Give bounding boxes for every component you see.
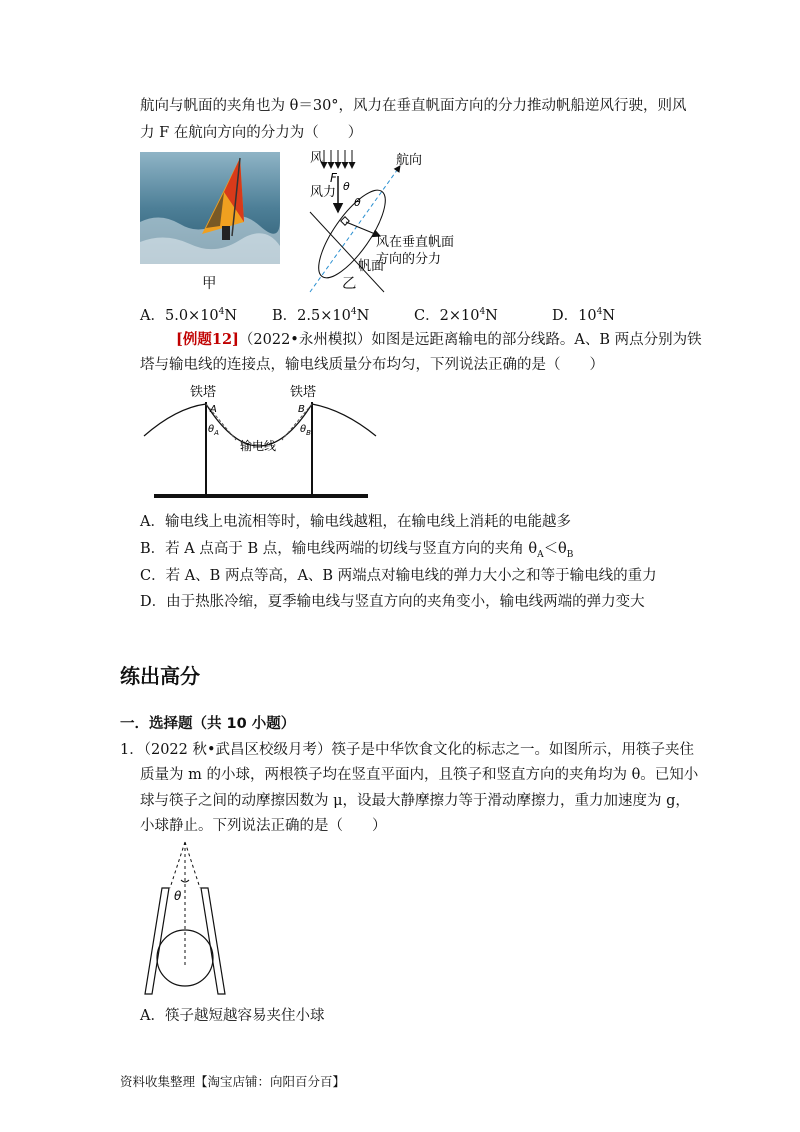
svg-text:θA: $\theta_A$ <box>208 424 219 437</box>
svg-text:风力: 风力 <box>310 185 337 200</box>
section-subtitle: 一．选择题（共 10 小题） <box>120 716 296 732</box>
svg-text:θ: θ <box>354 196 361 209</box>
section-title: 练出高分 <box>120 664 200 688</box>
q12-option-b: B．若 A 点高于 B 点，输电线两端的切线与竖直方向的夹角 $\theta_A<\theta_B$ <box>140 541 574 560</box>
q11-option-b: B．$2.5\times 10^4N$ <box>272 307 370 324</box>
p1-text-line4: 小球静止。下列说法正确的是（ ） <box>140 818 387 834</box>
svg-text:风: 风 <box>310 151 324 166</box>
q11-option-a: A．$5.0\times 10^4N$ <box>140 307 238 324</box>
svg-text:航向: 航向 <box>396 153 423 168</box>
svg-text:θ: θ <box>174 889 182 903</box>
p1-text-line2: 质量为 m 的小球，两根筷子均在竖直平面内，且筷子和竖直方向的夹角均为 θ。已知小 <box>140 767 699 783</box>
svg-text:θB: $\theta_B$ <box>300 424 311 437</box>
q11-option-d: D．$10^4N$ <box>552 307 616 324</box>
example-tag: [例题12] <box>176 331 239 348</box>
svg-text:输电线: 输电线 <box>240 439 277 453</box>
svg-text:风在垂直帆面: 风在垂直帆面 <box>376 235 455 250</box>
q12-option-d: D．由于热胀冷缩，夏季输电线与竖直方向的夹角变小，输电线两端的弹力变大 <box>140 594 645 610</box>
svg-text:帆面: 帆面 <box>358 259 385 274</box>
q12-option-a: A．输电线上电流相等时，输电线越粗，在输电线上消耗的电能越多 <box>140 514 571 530</box>
q11-text-line1: 航向与帆面的夹角也为 θ＝30°，风力在垂直帆面方向的分力推动帆船逆风行驶，则风 <box>140 98 687 114</box>
footer-note: 资料收集整理【淘宝店铺：向阳百分百】 <box>120 1074 346 1089</box>
p1-option-a: A．筷子越短越容易夹住小球 <box>140 1008 325 1024</box>
power-line-diagram <box>140 378 380 502</box>
svg-text:铁塔: 铁塔 <box>190 385 217 400</box>
chopsticks-diagram <box>140 838 236 998</box>
svg-text:F: F <box>330 171 337 185</box>
svg-text:B: B <box>298 404 305 415</box>
svg-text:A: A <box>210 404 217 415</box>
q11-text-line2: 力 F 在航向方向的分力为（ ） <box>140 125 363 141</box>
svg-text:方向的分力: 方向的分力 <box>376 252 442 267</box>
svg-text:θ: θ <box>343 180 350 193</box>
sail-force-diagram <box>300 142 500 302</box>
q12-option-c: C．若 A、B 两点等高，A、B 两端点对输电线的弹力大小之和等于输电线的重力 <box>140 568 657 584</box>
q11-option-c: C．$2\times 10^4N$ <box>414 307 498 324</box>
p1-text-line3: 球与筷子之间的动摩擦因数为 μ，设最大静摩擦力等于滑动摩擦力，重力加速度为 g， <box>140 793 690 809</box>
windsurf-photo <box>140 152 280 264</box>
q12-text-line1: [例题12]（2022•永州模拟）如图是远距离输电的部分线路。A、B 两点分别为铁 <box>176 331 702 348</box>
q12-text-line2: 塔与输电线的连接点，输电线质量分布均匀，下列说法正确的是（ ） <box>140 357 604 373</box>
p1-text-line1: 1．（2022 秋•武昌区校级月考）筷子是中华饮食文化的标志之一。如图所示，用筷子夹住 <box>120 742 695 758</box>
fig-label-jia: 甲 <box>202 276 217 292</box>
fig-label-yi: 乙 <box>342 276 357 292</box>
svg-text:铁塔: 铁塔 <box>290 385 317 400</box>
